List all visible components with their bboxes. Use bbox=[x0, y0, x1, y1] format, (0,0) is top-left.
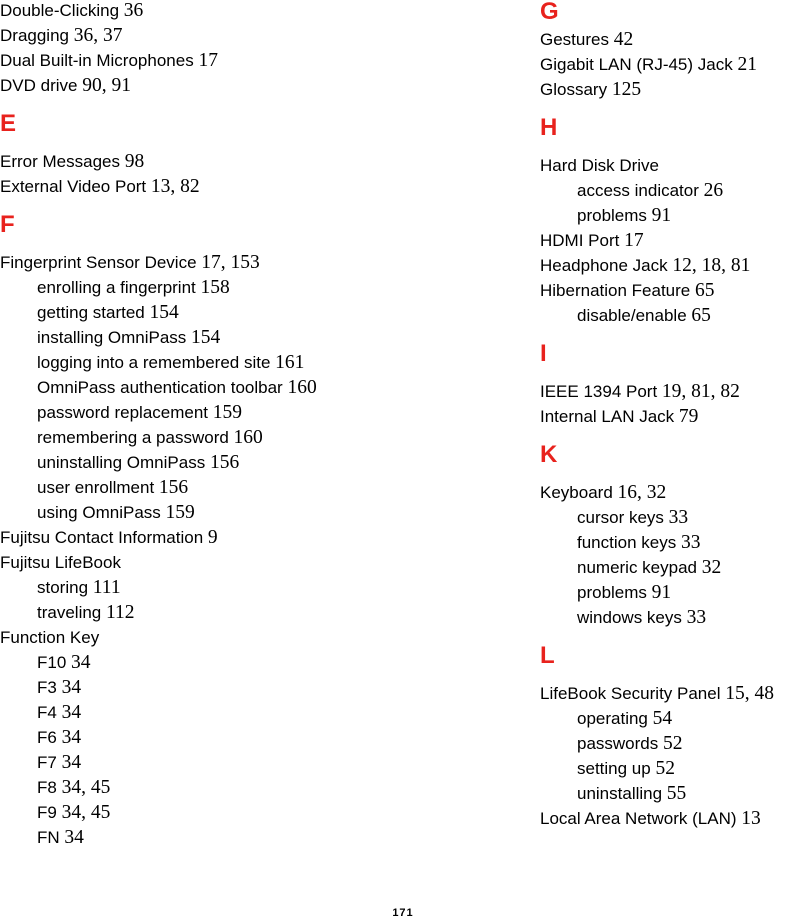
index-page-refs: 9 bbox=[207, 527, 218, 548]
index-term: traveling bbox=[37, 603, 102, 622]
index-page-refs: 34, 45 bbox=[61, 777, 111, 798]
index-page-refs: 33 bbox=[680, 532, 701, 553]
index-term: LifeBook Security Panel bbox=[540, 684, 721, 703]
index-page-refs: 159 bbox=[165, 502, 195, 523]
index-letter-heading-f: F bbox=[0, 211, 15, 238]
index-page-refs: 34 bbox=[61, 677, 82, 698]
index-page-refs: 160 bbox=[233, 427, 263, 448]
index-term: HDMI Port bbox=[540, 231, 620, 250]
index-page-refs: 156 bbox=[158, 477, 189, 498]
index-entry-dvd-drive bbox=[0, 73, 470, 98]
index-subentry-problems bbox=[540, 580, 806, 605]
index-subentry-uninstalling bbox=[540, 781, 806, 806]
index-page-refs: 65 bbox=[691, 305, 711, 326]
index-subentry-fn bbox=[0, 825, 470, 850]
index-page-refs: 34 bbox=[61, 702, 82, 723]
index-subentry-f6 bbox=[0, 725, 470, 750]
index-subentry-using-omnipass bbox=[0, 500, 470, 525]
index-term: problems bbox=[577, 206, 647, 225]
index-term: DVD drive bbox=[0, 76, 78, 95]
index-subentry-operating bbox=[540, 706, 806, 731]
index-entry-gestures bbox=[540, 27, 806, 52]
index-term: Glossary bbox=[540, 80, 608, 99]
index-term: Fujitsu LifeBook bbox=[0, 553, 121, 572]
index-subentry-access-indicator bbox=[540, 178, 806, 203]
index-subentry-function-keys bbox=[540, 530, 806, 555]
index-letter-heading-g: G bbox=[540, 0, 559, 25]
index-page-refs: 98 bbox=[124, 151, 145, 172]
index-subentry-uninstalling-omnipass bbox=[0, 450, 470, 475]
index-term: Fingerprint Sensor Device bbox=[0, 253, 197, 272]
index-entry-dragging bbox=[0, 23, 470, 48]
index-entry-glossary bbox=[540, 77, 806, 102]
index-page-refs: 12, 18, 81 bbox=[672, 255, 751, 276]
index-subentry-user-enrollment bbox=[0, 475, 470, 500]
index-letter-heading-h: H bbox=[540, 114, 558, 141]
index-subentry-omnipass-authentication-toolbar bbox=[0, 375, 470, 400]
index-entry-gigabit-lan-rj-45-jack bbox=[540, 52, 806, 77]
index-subentry-password-replacement bbox=[0, 400, 470, 425]
index-letter-heading-l: L bbox=[540, 642, 555, 669]
index-subentry-storing bbox=[0, 575, 470, 600]
index-entry-function-key bbox=[0, 625, 470, 650]
index-term: Internal LAN Jack bbox=[540, 407, 675, 426]
index-term: Dragging bbox=[0, 26, 69, 45]
index-page-refs: 112 bbox=[106, 602, 135, 623]
index-page-refs: 13 bbox=[741, 808, 761, 829]
index-term: Function Key bbox=[0, 628, 100, 647]
index-page-refs: 158 bbox=[200, 277, 230, 298]
index-term: Hibernation Feature bbox=[540, 281, 691, 300]
index-page-refs: 79 bbox=[678, 406, 699, 427]
index-page-refs: 160 bbox=[287, 377, 317, 398]
index-term: passwords bbox=[577, 734, 659, 753]
index-subentry-f8 bbox=[0, 775, 470, 800]
index-page-refs: 21 bbox=[737, 54, 757, 75]
index-entry-lifebook-security-panel bbox=[540, 681, 806, 706]
index-term: cursor keys bbox=[577, 508, 664, 527]
index-subentry-f3 bbox=[0, 675, 470, 700]
index-page-refs: 91 bbox=[651, 205, 672, 226]
index-page-refs: 36 bbox=[123, 0, 144, 21]
index-entry-hdmi-port bbox=[540, 228, 806, 253]
index-page-refs: 154 bbox=[149, 302, 179, 323]
index-term: operating bbox=[577, 709, 648, 728]
index-subentry-remembering-a-password bbox=[0, 425, 470, 450]
index-page-refs: 34 bbox=[71, 652, 91, 673]
page-number: 171 bbox=[392, 907, 414, 919]
index-term: uninstalling bbox=[577, 784, 663, 803]
index-term: F4 bbox=[37, 703, 57, 722]
index-subentry-traveling bbox=[0, 600, 470, 625]
index-subentry-getting-started bbox=[0, 300, 470, 325]
index-page-refs: 161 bbox=[275, 352, 305, 373]
index-subentry-f9 bbox=[0, 800, 470, 825]
index-subentry-numeric-keypad bbox=[540, 555, 806, 580]
index-term: Gigabit LAN (RJ-45) Jack bbox=[540, 55, 733, 74]
index-subentry-installing-omnipass bbox=[0, 325, 470, 350]
index-term: F10 bbox=[37, 653, 67, 672]
index-entry-headphone-jack bbox=[540, 253, 806, 278]
index-page-refs: 55 bbox=[666, 783, 687, 804]
index-term: Dual Built-in Microphones bbox=[0, 51, 194, 70]
index-term: user enrollment bbox=[37, 478, 155, 497]
index-entry-keyboard bbox=[540, 480, 806, 505]
index-letter-heading-k: K bbox=[540, 441, 558, 468]
index-term: Error Messages bbox=[0, 152, 120, 171]
index-subentry-passwords bbox=[540, 731, 806, 756]
index-page-refs: 19, 81, 82 bbox=[661, 381, 740, 402]
index-term: Double-Clicking bbox=[0, 1, 120, 20]
index-entry-dual-built-in-microphones bbox=[0, 48, 470, 73]
index-page-refs: 13, 82 bbox=[150, 176, 200, 197]
index-term: storing bbox=[37, 578, 89, 597]
index-term: windows keys bbox=[577, 608, 682, 627]
index-page-refs: 15, 48 bbox=[725, 683, 774, 704]
index-term: using OmniPass bbox=[37, 503, 161, 522]
index-subentry-problems bbox=[540, 203, 806, 228]
index-term: setting up bbox=[577, 759, 651, 778]
index-page-refs: 156 bbox=[209, 452, 240, 473]
index-term: F8 bbox=[37, 778, 57, 797]
index-subentry-setting-up bbox=[540, 756, 806, 781]
index-term: access indicator bbox=[577, 181, 699, 200]
index-page-refs: 159 bbox=[212, 402, 243, 423]
index-letter-heading-e: E bbox=[0, 110, 17, 137]
index-subentry-cursor-keys bbox=[540, 505, 806, 530]
index-entry-hibernation-feature bbox=[540, 278, 806, 303]
index-term: Fujitsu Contact Information bbox=[0, 528, 204, 547]
index-page-refs: 17 bbox=[624, 230, 644, 251]
index-page-refs: 33 bbox=[686, 607, 707, 628]
index-page-refs: 125 bbox=[611, 79, 642, 100]
index-entry-local-area-network-lan bbox=[540, 806, 806, 831]
index-page-refs: 90, 91 bbox=[82, 75, 131, 96]
index-page-refs: 26 bbox=[703, 180, 724, 201]
index-page-refs: 33 bbox=[668, 507, 689, 528]
index-page-refs: 42 bbox=[613, 29, 634, 50]
index-term: Keyboard bbox=[540, 483, 613, 502]
index-term: Local Area Network (LAN) bbox=[540, 809, 737, 828]
index-term: FN bbox=[37, 828, 60, 847]
index-term: remembering a password bbox=[37, 428, 229, 447]
index-subentry-enrolling-a-fingerprint bbox=[0, 275, 470, 300]
index-entry-error-messages bbox=[0, 149, 470, 174]
index-page-refs: 17, 153 bbox=[201, 252, 260, 273]
index-page-refs: 34 bbox=[64, 827, 84, 848]
index-page-refs: 52 bbox=[655, 758, 675, 779]
index-term: Hard Disk Drive bbox=[540, 156, 660, 175]
index-subentry-f7 bbox=[0, 750, 470, 775]
index-term: installing OmniPass bbox=[37, 328, 187, 347]
index-subentry-f4 bbox=[0, 700, 470, 725]
index-subentry-logging-into-a-remembered-site bbox=[0, 350, 470, 375]
index-page-refs: 16, 32 bbox=[617, 482, 667, 503]
index-subentry-f10 bbox=[0, 650, 470, 675]
index-entry-external-video-port bbox=[0, 174, 470, 199]
index-term: F3 bbox=[37, 678, 57, 697]
index-term: numeric keypad bbox=[577, 558, 698, 577]
index-entry-fujitsu-lifebook bbox=[0, 550, 470, 575]
index-term: F6 bbox=[37, 728, 57, 747]
index-term: Gestures bbox=[540, 30, 609, 49]
index-entry-internal-lan-jack bbox=[540, 404, 806, 429]
index-term: Headphone Jack bbox=[540, 256, 668, 275]
index-page-refs: 52 bbox=[663, 733, 683, 754]
index-entry-double-clicking bbox=[0, 0, 470, 23]
index-page-refs: 34 bbox=[61, 752, 82, 773]
index-page-refs: 111 bbox=[92, 577, 121, 598]
index-entry-hard-disk-drive bbox=[540, 153, 806, 178]
index-term: External Video Port bbox=[0, 177, 147, 196]
index-term: problems bbox=[577, 583, 647, 602]
index-page-refs: 17 bbox=[198, 50, 218, 71]
index-term: F7 bbox=[37, 753, 57, 772]
index-page-refs: 34 bbox=[61, 727, 82, 748]
index-right-column bbox=[540, 0, 806, 831]
index-entry-ieee-1394-port bbox=[540, 379, 806, 404]
index-term: logging into a remembered site bbox=[37, 353, 271, 372]
index-entry-fingerprint-sensor-device bbox=[0, 250, 470, 275]
index-term: OmniPass authentication toolbar bbox=[37, 378, 283, 397]
index-page-refs: 34, 45 bbox=[61, 802, 111, 823]
index-term: getting started bbox=[37, 303, 145, 322]
index-term: disable/enable bbox=[577, 306, 687, 325]
index-term: function keys bbox=[577, 533, 677, 552]
index-page-refs: 154 bbox=[191, 327, 221, 348]
index-subentry-windows-keys bbox=[540, 605, 806, 630]
index-term: IEEE 1394 Port bbox=[540, 382, 658, 401]
index-term: password replacement bbox=[37, 403, 209, 422]
index-term: enrolling a fingerprint bbox=[37, 278, 196, 297]
index-page-refs: 65 bbox=[695, 280, 715, 301]
index-page-refs: 54 bbox=[652, 708, 673, 729]
index-entry-fujitsu-contact-information bbox=[0, 525, 470, 550]
index-page-refs: 91 bbox=[651, 582, 672, 603]
index-letter-heading-i: I bbox=[540, 340, 547, 367]
index-page-refs: 36, 37 bbox=[73, 25, 123, 46]
index-page-refs: 32 bbox=[701, 557, 722, 578]
index-subentry-disable-enable bbox=[540, 303, 806, 328]
index-term: uninstalling OmniPass bbox=[37, 453, 206, 472]
index-term: F9 bbox=[37, 803, 57, 822]
